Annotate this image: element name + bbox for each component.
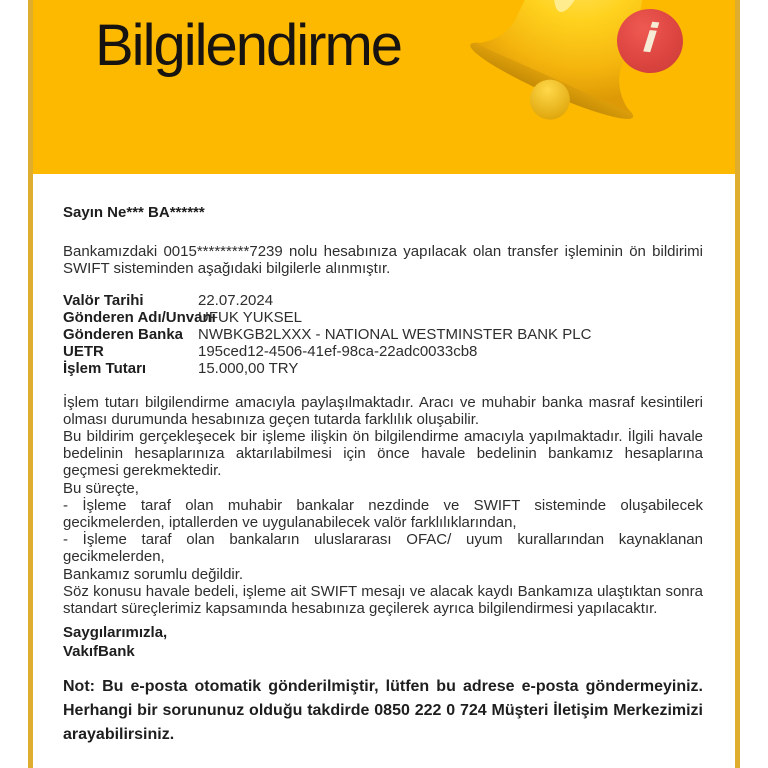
table-row bbox=[63, 360, 703, 377]
table-row bbox=[63, 292, 703, 309]
body-paragraph: İşlem tutarı bilgilendirme amacıyla paylaşılmaktadır. Aracı ve muhabir banka masraf kesintileri olması durumunda hesabınıza geçen tutarda farklılık oluşabilir. bbox=[63, 393, 703, 428]
page-title: Bilgilendirme bbox=[95, 13, 402, 78]
intro-paragraph: Bankamızdaki 0015*********7239 nolu hesabınıza yapılacak olan transfer işleminin ön bildirimi SWIFT sisteminden aşağıdaki bilgilerle alınmıştır. bbox=[63, 243, 703, 278]
table-row bbox=[63, 326, 703, 343]
signature-line: VakıfBank bbox=[63, 643, 135, 661]
detail-label: İşlem Tutarı bbox=[63, 360, 147, 378]
detail-value: NWBKGB2LXXX - NATIONAL WESTMINSTER BANK PLC bbox=[198, 326, 592, 344]
body-paragraph: - İşleme taraf olan bankaların uluslararası OFAC/ uyum kurallarından kaynaklanan gecikmelerden, bbox=[63, 531, 703, 566]
footer-note: Not: Bu e-posta otomatik gönderilmiştir, lütfen bu adrese e-posta göndermeyiniz. Herhangi bir sorununuz olduğu takdirde 0850 222 0 724 Müşteri İletişim Merkezimizi arayabilirsiniz. bbox=[63, 678, 703, 744]
detail-value: 22.07.2024 bbox=[198, 291, 274, 309]
detail-value: UFUK YUKSEL bbox=[198, 308, 302, 326]
detail-label: UETR bbox=[63, 343, 104, 361]
closing-line: Saygılarımızla, bbox=[63, 624, 168, 642]
body-paragraphs bbox=[63, 394, 703, 618]
email-notification bbox=[28, 0, 740, 768]
greeting: Sayın Ne*** BA****** bbox=[63, 204, 205, 221]
detail-label: Gönderen Banka bbox=[63, 326, 184, 344]
detail-label: Gönderen Adı/Unvanı bbox=[63, 308, 216, 326]
table-row bbox=[63, 309, 703, 326]
body-paragraph: Söz konusu havale bedeli, işleme ait SWIFT mesajı ve alacak kaydı Bankamıza ulaştıktan sonra standart süreçlerimiz kapsamında hesabınıza geçilerek ayrıca bilgilendirmesi yapılacaktır. bbox=[63, 582, 703, 618]
header-banner bbox=[33, 0, 735, 174]
info-letter: i bbox=[640, 15, 660, 63]
body-paragraph: - İşleme taraf olan muhabir bankalar nezdinde ve SWIFT sisteminde oluşabilecek gecikmelerden, iptallerden ve uygulanabilecek valör farklılıklarından, bbox=[63, 496, 703, 532]
body-paragraph: Bu süreçte, bbox=[63, 479, 139, 497]
signature-block bbox=[63, 623, 703, 661]
detail-value: 15.000,00 TRY bbox=[198, 360, 299, 378]
body-paragraph: Bu bildirim gerçekleşecek bir işleme ilişkin ön bilgilendirme amacıyla yapılmaktadır. İlgili havale bedelinin hesaplarınıza aktarılabilmesi için önce havale bedelinin bankamız hesaplarına geçmesi gerekmektedir. bbox=[63, 428, 703, 480]
transfer-details-table bbox=[63, 292, 703, 378]
detail-value: 195ced12-4506-41ef-98ca-22adc0033cb8 bbox=[198, 343, 478, 361]
body-paragraph: Bankamız sorumlu değildir. bbox=[63, 565, 244, 583]
table-row bbox=[63, 343, 703, 360]
email-body bbox=[33, 174, 735, 747]
detail-label: Valör Tarihi bbox=[63, 291, 144, 309]
